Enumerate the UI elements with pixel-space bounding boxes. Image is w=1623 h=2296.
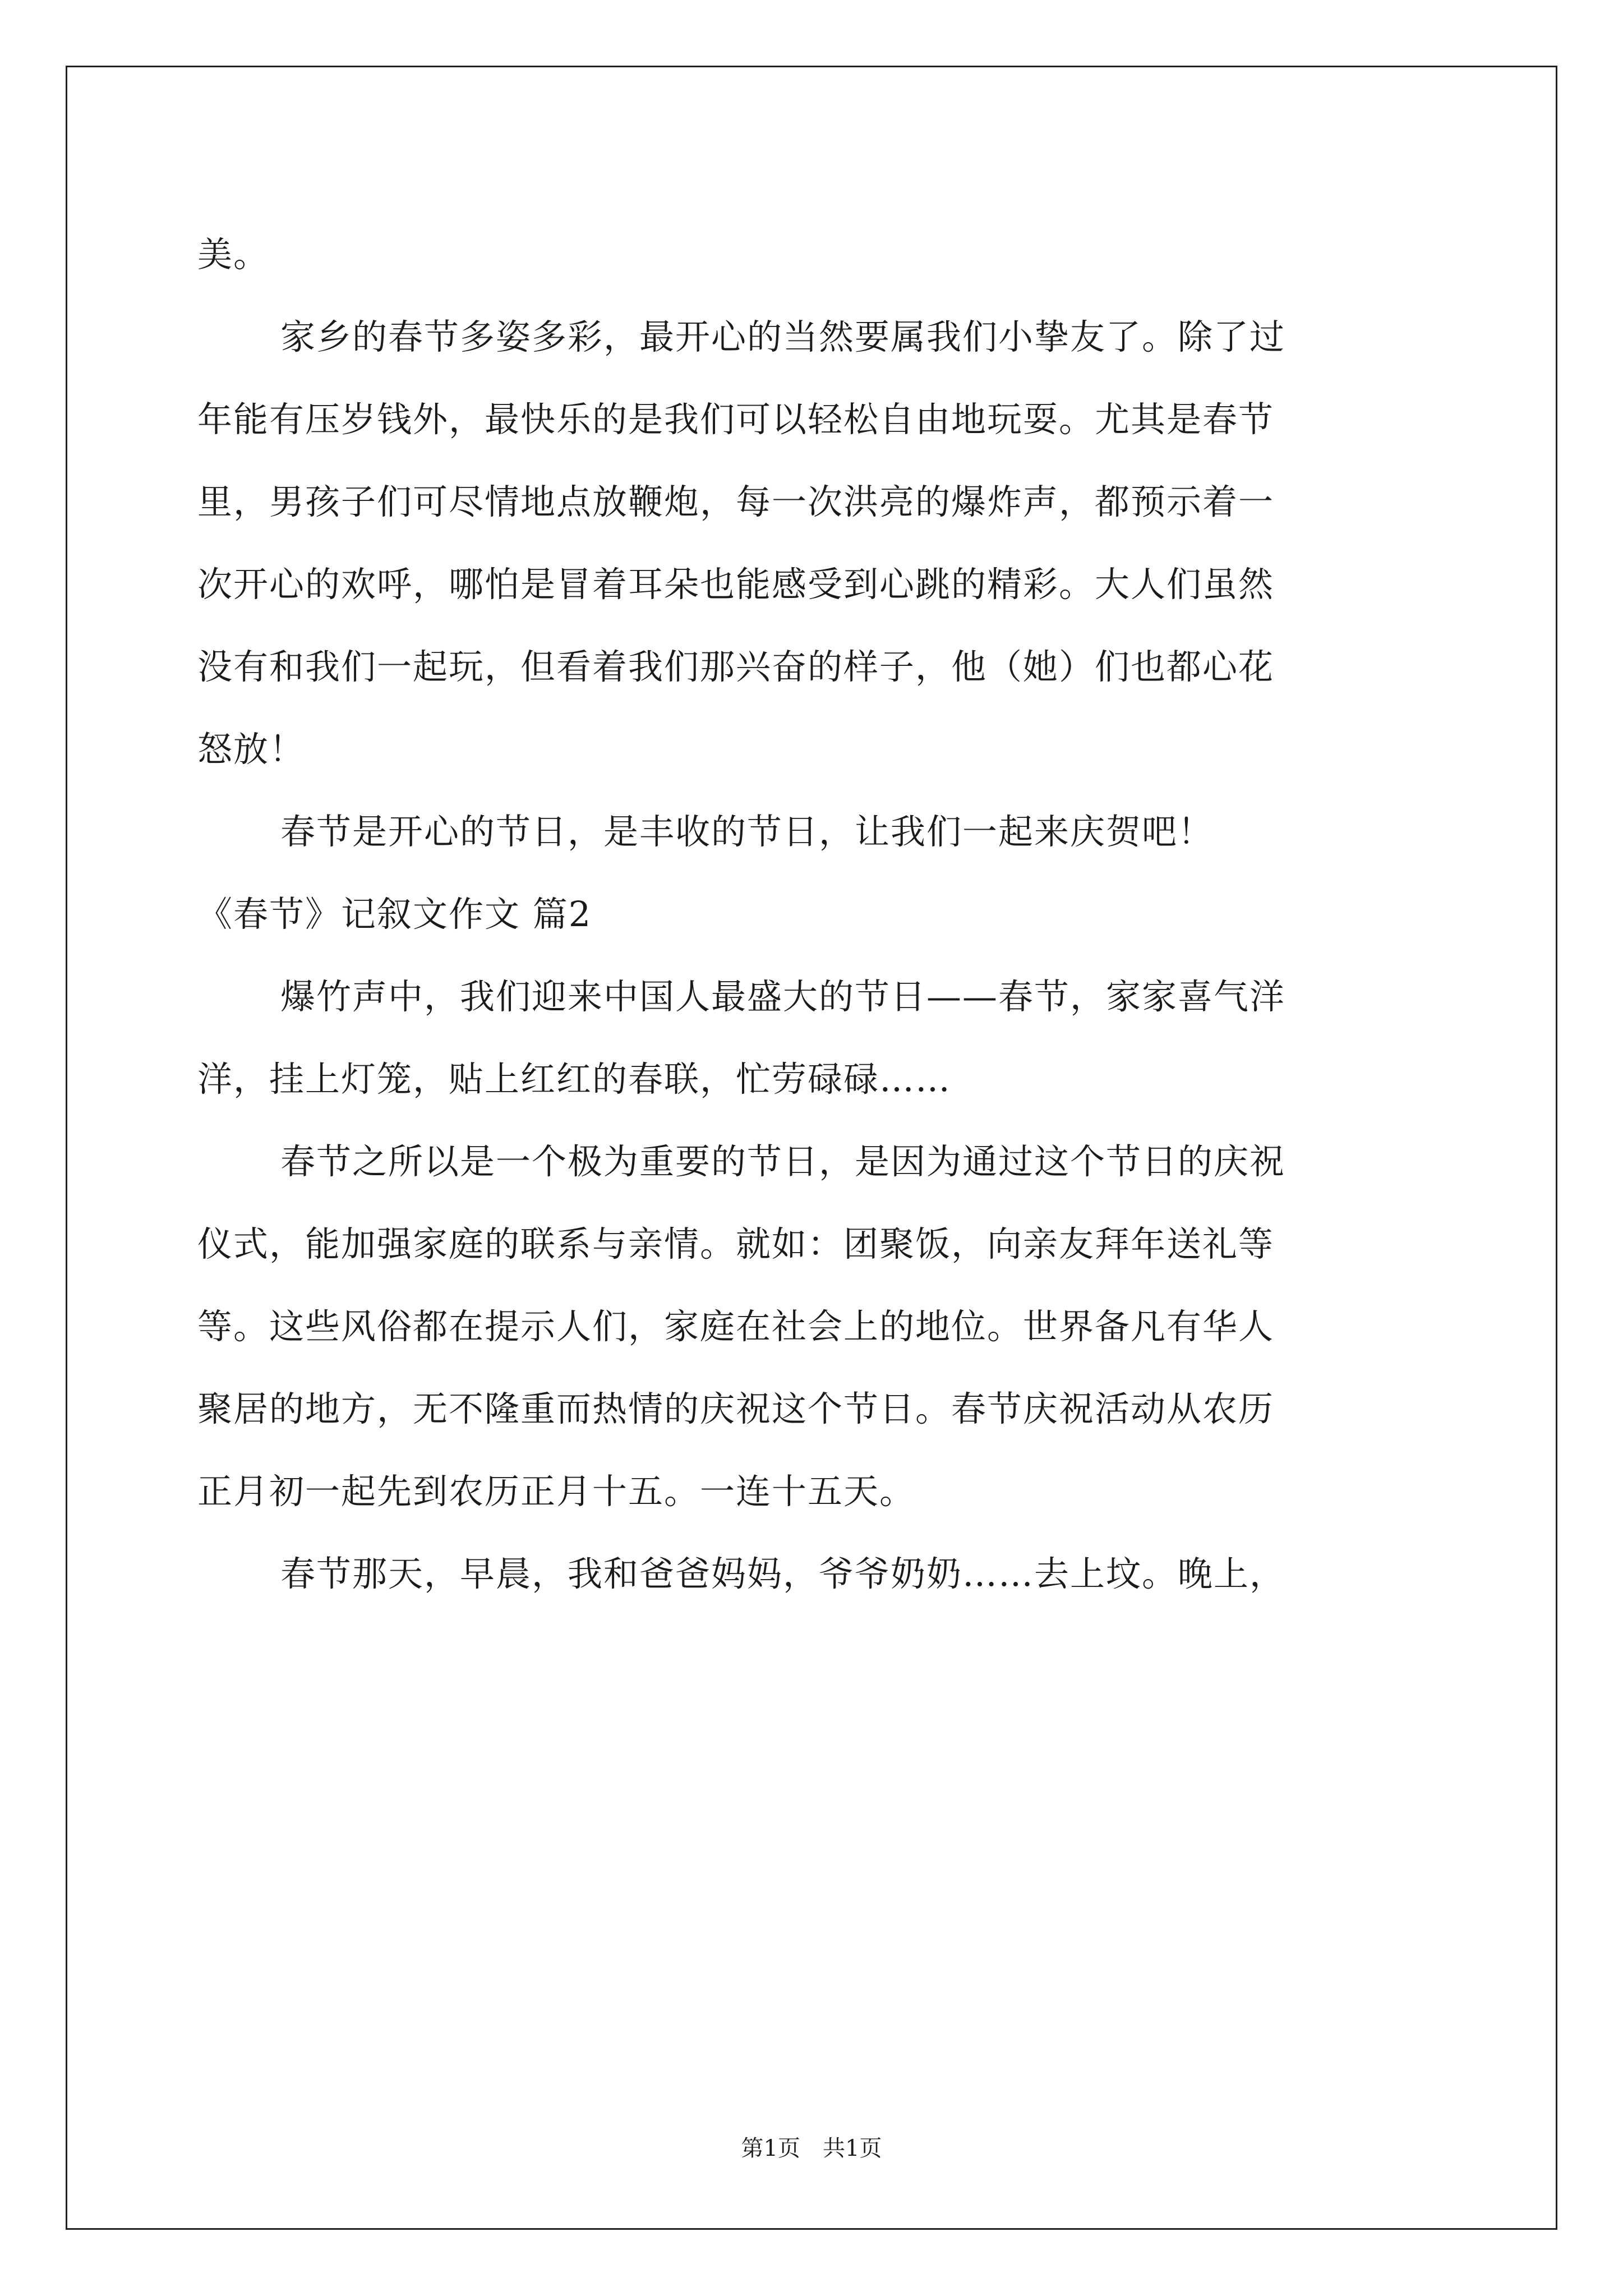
section-heading: 《春节》记叙文作文 篇2 xyxy=(197,894,592,935)
text-line: 洋，挂上灯笼，贴上红红的春联，忙劳碌碌…… xyxy=(197,1059,952,1099)
text-line: 春节是开心的节日，是丰收的节日，让我们一起来庆贺吧！ xyxy=(280,811,1214,852)
text-line: 怒放！ xyxy=(197,729,306,770)
page-number-total: 共1页 xyxy=(823,2136,882,2161)
text-line: 聚居的地方，无不隆重而热情的庆祝这个节日。春节庆祝活动从农历 xyxy=(197,1388,1275,1429)
text-line: 年能有压岁钱外，最快乐的是我们可以轻松自由地玩耍。尤其是春节 xyxy=(197,399,1275,440)
text-line: 美。 xyxy=(197,234,270,275)
document-body xyxy=(197,213,1428,1615)
text-line: 没有和我们一起玩，但看着我们那兴奋的样子，他（她）们也都心花 xyxy=(197,646,1275,687)
page-footer xyxy=(0,2132,1623,2165)
text-line: 春节那天，早晨，我和爸爸妈妈，爷爷奶奶……去上坟。晚上， xyxy=(280,1553,1286,1594)
text-line: 次开心的欢呼，哪怕是冒着耳朵也能感受到心跳的精彩。大人们虽然 xyxy=(197,564,1275,605)
text-line: 家乡的春节多姿多彩，最开心的当然要属我们小挚友了。除了过 xyxy=(280,316,1286,357)
text-line: 里，男孩子们可尽情地点放鞭炮，每一次洪亮的爆炸声，都预示着一 xyxy=(197,481,1275,522)
text-line: 仪式，能加强家庭的联系与亲情。就如：团聚饭，向亲友拜年送礼等 xyxy=(197,1223,1275,1264)
text-line: 爆竹声中，我们迎来中国人最盛大的节日——春节，家家喜气洋 xyxy=(280,976,1286,1017)
text-line: 正月初一起先到农历正月十五。一连十五天。 xyxy=(197,1471,916,1512)
page-number-current: 第1页 xyxy=(741,2136,800,2161)
text-line: 春节之所以是一个极为重要的节日，是因为通过这个节日的庆祝 xyxy=(280,1141,1286,1182)
text-line: 等。这些风俗都在提示人们，家庭在社会上的地位。世界备凡有华人 xyxy=(197,1306,1275,1347)
